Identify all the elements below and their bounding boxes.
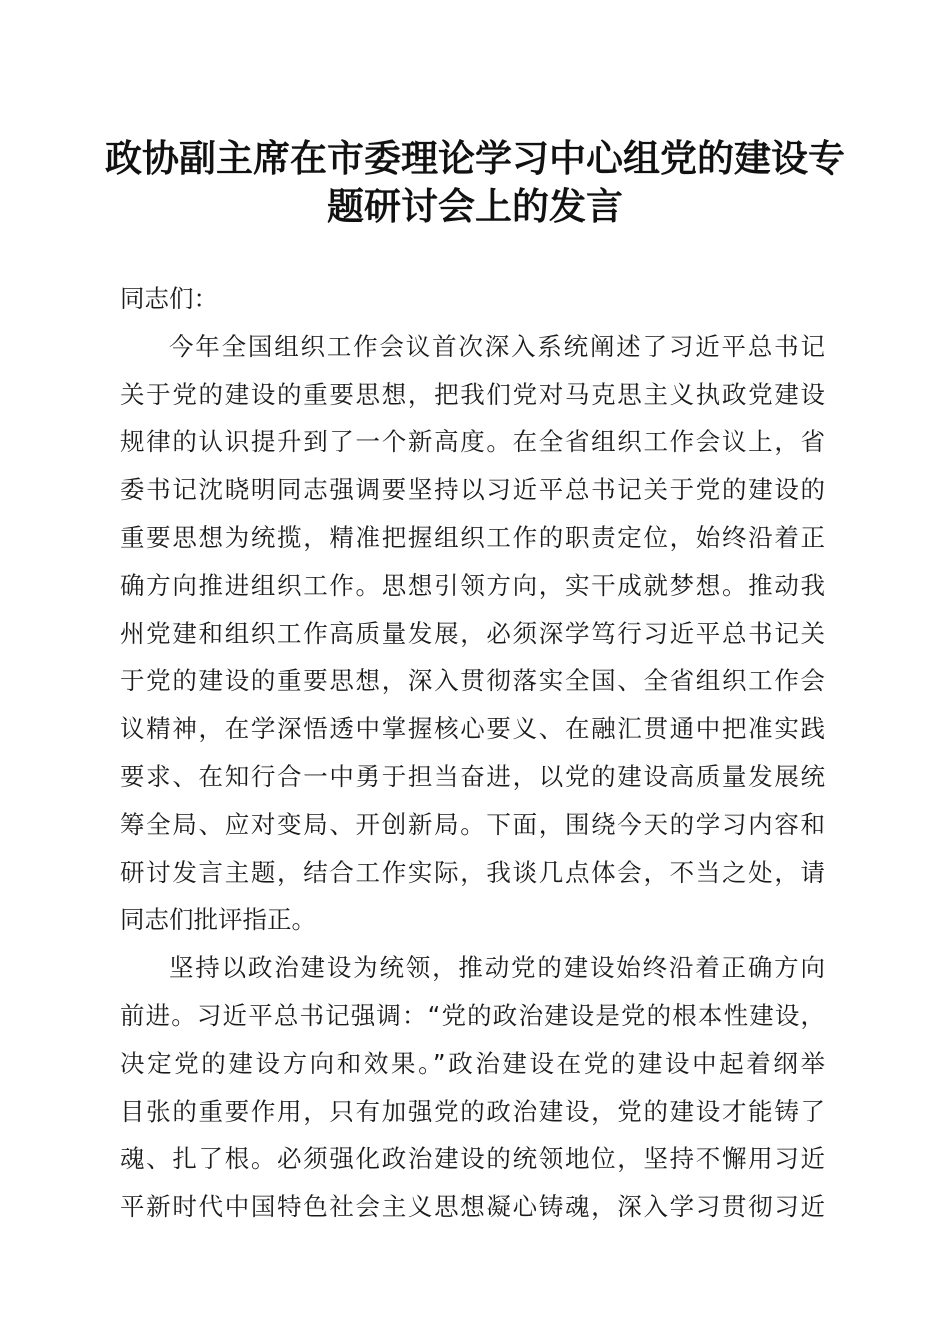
paragraph-line: 议精神，在学深悟透中掌握核心要义、在融汇贯通中把准实践: [120, 714, 825, 744]
paragraph-line: 同志们批评指正。: [120, 905, 316, 935]
title-line-1: 政协副主席在市委理论学习中心组党的建设专: [105, 136, 845, 180]
document-title: [100, 134, 850, 230]
document-body: [120, 275, 825, 1231]
paragraph-line: 前进。习近平总书记强调：“党的政治建设是党的根本性建设，: [120, 1000, 825, 1030]
paragraph-line: 确方向推进组织工作。思想引领方向，实干成就梦想。推动我: [120, 570, 825, 600]
paragraph-line: 关于党的建设的重要思想，把我们党对马克思主义执政党建设: [120, 379, 825, 409]
paragraph-line: 州党建和组织工作高质量发展，必须深学笃行习近平总书记关: [120, 618, 825, 648]
salutation: 同志们：: [120, 284, 218, 313]
paragraph-line: 重要思想为统揽，精准把握组织工作的职责定位，始终沿着正: [120, 522, 825, 552]
paragraph-line: 委书记沈晓明同志强调要坚持以习近平总书记关于党的建设的: [120, 475, 825, 505]
paragraph-line: 规律的认识提升到了一个新高度。在全省组织工作会议上，省: [120, 427, 825, 457]
paragraph-1: [120, 323, 825, 944]
paragraph-2: [120, 944, 825, 1231]
paragraph-line: 平新时代中国特色社会主义思想凝心铸魂，深入学习贯彻习近: [120, 1192, 825, 1222]
title-line-2: 题研讨会上的发言: [327, 184, 623, 228]
paragraph-line: 研讨发言主题，结合工作实际，我谈几点体会，不当之处，请: [120, 857, 825, 887]
paragraph-line: 筹全局、应对变局、开创新局。下面，围绕今天的学习内容和: [120, 809, 825, 839]
paragraph-line: 坚持以政治建设为统领，推动党的建设始终沿着正确方向: [169, 953, 825, 983]
paragraph-line: 今年全国组织工作会议首次深入系统阐述了习近平总书记: [169, 331, 825, 361]
paragraph-line: 于党的建设的重要思想，深入贯彻落实全国、全省组织工作会: [120, 666, 825, 696]
paragraph-line: 要求、在知行合一中勇于担当奋进，以党的建设高质量发展统: [120, 761, 825, 791]
paragraph-line: 目张的重要作用，只有加强党的政治建设，党的建设才能铸了: [120, 1096, 825, 1126]
paragraph-line: 决定党的建设方向和效果。”政治建设在党的建设中起着纲举: [120, 1048, 825, 1078]
paragraph-line: 魂、扎了根。必须强化政治建设的统领地位，坚持不懈用习近: [120, 1144, 825, 1174]
